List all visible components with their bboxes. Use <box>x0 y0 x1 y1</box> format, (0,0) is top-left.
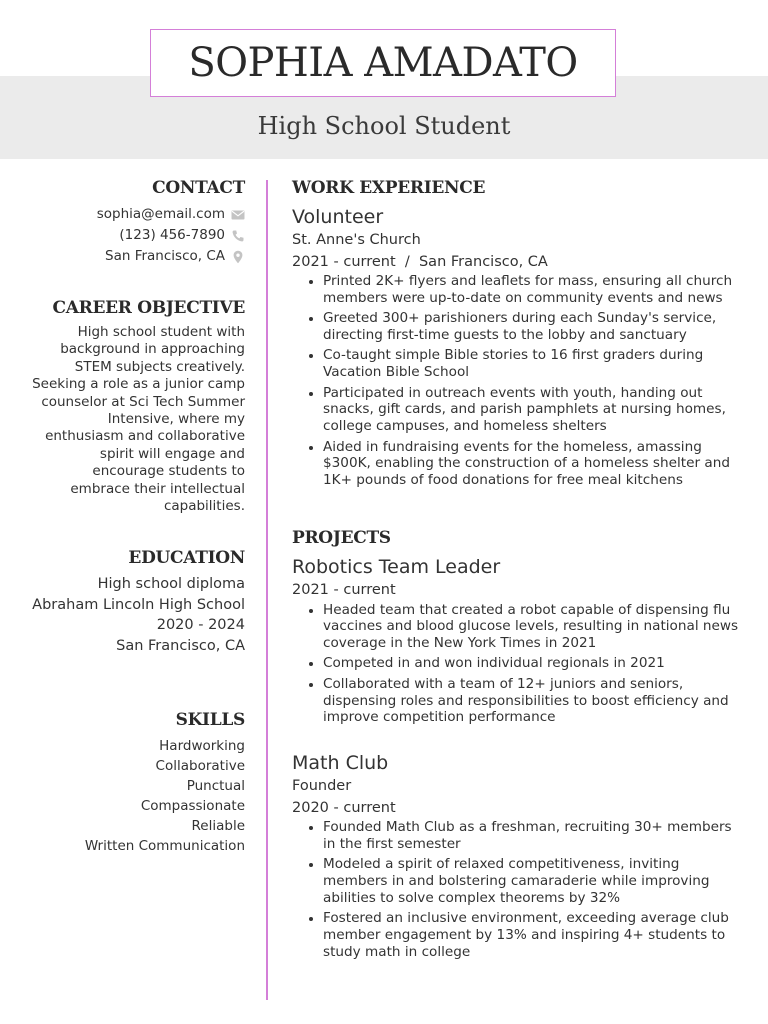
skills-section <box>30 710 245 856</box>
envelope-icon <box>231 208 245 222</box>
contact-email[interactable] <box>30 204 245 225</box>
project-dates: 2020 - current <box>292 799 396 816</box>
contact-location <box>30 246 245 267</box>
project-subtitle: Founder <box>292 778 352 794</box>
work-org: St. Anne's Church <box>292 232 421 248</box>
objective-section <box>30 298 245 548</box>
candidate-subtitle: High School Student <box>257 112 511 140</box>
contact-phone-text: (123) 456-7890 <box>119 227 225 243</box>
bullet-item: • Modeled a spirit of relaxed competitiveness, inviting members in and bolstering camaraderie while improving abilities to solve complex theorems by 32% <box>323 856 747 906</box>
education-school: Abraham Lincoln High School <box>32 596 245 613</box>
location-pin-icon <box>231 250 245 264</box>
bullet-item: • Competed in and won individual regionals in 2021 <box>323 655 747 672</box>
bullet-item: • Participated in outreach events with youth, handing out snacks, gift cards, and parish pamphlets at nursing homes, college campuses, and homeless shelters <box>323 385 747 435</box>
bullet-item: • Greeted 300+ parishioners during each Sunday's service, directing first-time guests to the lobby and sanctuary <box>323 310 747 344</box>
contact-title: CONTACT <box>152 178 245 198</box>
left-column <box>30 178 245 856</box>
projects-section <box>292 528 747 961</box>
education-degree: High school diploma <box>97 576 245 592</box>
work-section <box>292 178 747 528</box>
phone-icon <box>231 229 245 243</box>
bullet-item: • Headed team that created a robot capable of dispensing flu vaccines and blood glucose levels, resulting in national news coverage in the New York Times in 2021 <box>323 602 747 652</box>
candidate-name: SOPHIA AMADATO <box>188 40 578 86</box>
skill-item: Reliable <box>191 818 245 834</box>
education-location: San Francisco, CA <box>116 637 245 654</box>
contact-section <box>30 178 245 298</box>
project-entry <box>292 554 747 750</box>
bullet-item: • Founded Math Club as a freshman, recruiting 30+ members in the first semester <box>323 819 747 853</box>
column-divider <box>266 180 268 1000</box>
project-role: Math Club <box>292 752 389 774</box>
bullet-item: • Fostered an inclusive environment, exceeding average club member engagement by 13% and inspiring 4+ students to study math in college <box>323 910 747 960</box>
skill-item: Collaborative <box>155 758 245 774</box>
work-dates-location: 2021 - current / San Francisco, CA <box>292 253 548 270</box>
name-box <box>150 29 616 97</box>
project-role: Robotics Team Leader <box>292 556 501 578</box>
projects-title: PROJECTS <box>292 528 391 548</box>
contact-phone[interactable] <box>30 225 245 246</box>
objective-title: CAREER OBJECTIVE <box>52 298 245 318</box>
project-bullets <box>292 602 747 727</box>
skill-item: Hardworking <box>159 738 245 754</box>
contact-location-text: San Francisco, CA <box>105 248 225 264</box>
project-bullets <box>292 819 747 961</box>
right-column <box>292 178 747 964</box>
contact-email-text: sophia@email.com <box>96 206 225 222</box>
skill-item: Punctual <box>186 778 245 794</box>
work-title: WORK EXPERIENCE <box>292 178 486 198</box>
skill-item: Written Communication <box>84 838 245 854</box>
bullet-item: • Aided in fundraising events for the homeless, amassing $300K, enabling the construction of a homeless shelter and 1K+ pounds of food donations for free meal kitchens <box>323 439 747 489</box>
project-entry <box>292 750 747 961</box>
skills-title: SKILLS <box>175 710 245 730</box>
objective-text: High school student with background in approaching STEM subjects creatively. Seeking a role as a junior camp counselor at Sci Tech Summer Intensive, where my enthusiasm and collaborative spirit will engage and encourage students to embrace their intellectual capabilities. <box>32 324 245 515</box>
work-role: Volunteer <box>292 206 384 228</box>
education-section <box>30 548 245 710</box>
project-dates: 2021 - current <box>292 582 396 598</box>
bullet-item: • Collaborated with a team of 12+ juniors and seniors, dispensing roles and responsibilities to boost efficiency and improve competition performance <box>323 676 747 726</box>
work-bullets <box>292 273 747 489</box>
skill-item: Compassionate <box>140 798 245 814</box>
bullet-item: • Printed 2K+ flyers and leaflets for mass, ensuring all church members were up-to-date on community events and news <box>323 273 747 307</box>
bullet-item: • Co-taught simple Bible stories to 16 first graders during Vacation Bible School <box>323 347 747 381</box>
education-dates: 2020 - 2024 <box>156 617 245 633</box>
education-title: EDUCATION <box>128 548 245 568</box>
